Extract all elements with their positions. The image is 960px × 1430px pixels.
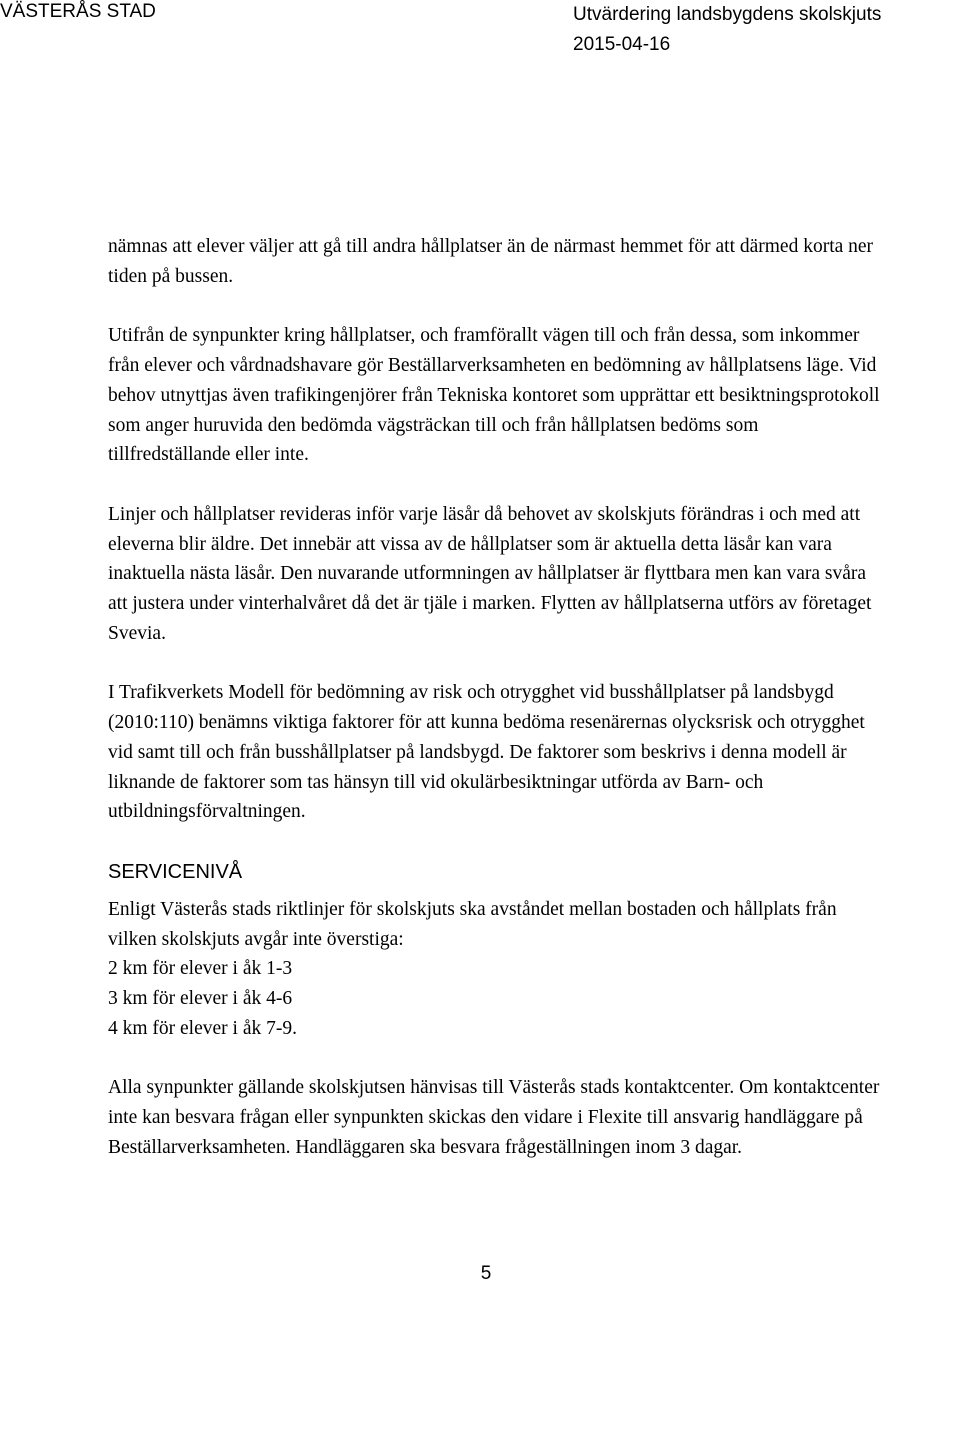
- distance-item-1: 2 km för elever i åk 1-3: [108, 958, 293, 980]
- header-organization: VÄSTERÅS STAD: [0, 1, 156, 22]
- document-body: [108, 232, 883, 1163]
- section-heading-servicelevel: SERVICENIVÅ: [108, 860, 243, 883]
- header-document-title: Utvärdering landsbygdens skolskjuts: [573, 4, 882, 25]
- paragraph-distance-guidelines: [108, 895, 883, 1044]
- distance-item-3: 4 km för elever i åk 7-9.: [108, 1017, 297, 1039]
- paragraph-stop-revision: Linjer och hållplatser revideras inför varje läsår då behovet av skolskjuts förändras i och med att eleverna blir äldre. Det innebär att vissa av de hållplatser som är aktuella detta läsår kan vara inaktuella nästa läsår. Den nuvarande utformningen av hållplatser är flyttbara men kan vara svåra att justera under vinterhalvåret då det är tjäle i marken. Flytten av hållplatserna utförs av företaget Svevia.: [108, 503, 872, 644]
- header-document-date: 2015-04-16: [573, 34, 671, 55]
- paragraph-stop-assessment: Utifrån de synpunkter kring hållplatser, och framförallt vägen till och från dessa, som inkommer från elever och vårdnadshavare gör Beställarverksamheten en bedömning av hållplatsens läge. Vid behov utnyttjas även trafikingenjörer från Tekniska kontoret som upprättar ett besiktningsprotokoll som anger huruvida den bedömda vägsträckan till och från hållplatsen bedöms som tillfredställande eller inte.: [108, 325, 880, 466]
- paragraph-contact-center: Alla synpunkter gällande skolskjutsen hänvisas till Västerås stads kontaktcenter. Om kontaktcenter inte kan besvara frågan eller synpunkten skickas den vidare i Flexite till ansvarig handläggare på Beställarverksamheten. Handläggaren ska besvara frågeställningen inom 3 dagar.: [108, 1077, 880, 1158]
- paragraph-stops-choice: nämnas att elever väljer att gå till andra hållplatser än de närmast hemmet för att därmed korta ner tiden på bussen.: [108, 236, 874, 287]
- header-document-info: [573, 0, 881, 60]
- paragraph-trafikverket-model: I Trafikverkets Modell för bedömning av risk och otrygghet vid busshållplatser på landsbygd (2010:110) benämns viktiga faktorer för att kunna bedöma resenärernas olycksrisk och otrygghet vid samt till och från busshållplatser på landsbygd. De faktorer som beskrivs i denna modell är liknande de faktorer som tas hänsyn till vid okulärbesiktningar utförda av Barn- och utbildningsförvaltningen.: [108, 682, 865, 823]
- distance-item-2: 3 km för elever i åk 4-6: [108, 988, 293, 1010]
- distance-intro: Enligt Västerås stads riktlinjer för skolskjuts ska avståndet mellan bostaden och hållplats från vilken skolskjuts avgår inte överstiga:: [108, 898, 837, 950]
- page-number: 5: [480, 1263, 492, 1284]
